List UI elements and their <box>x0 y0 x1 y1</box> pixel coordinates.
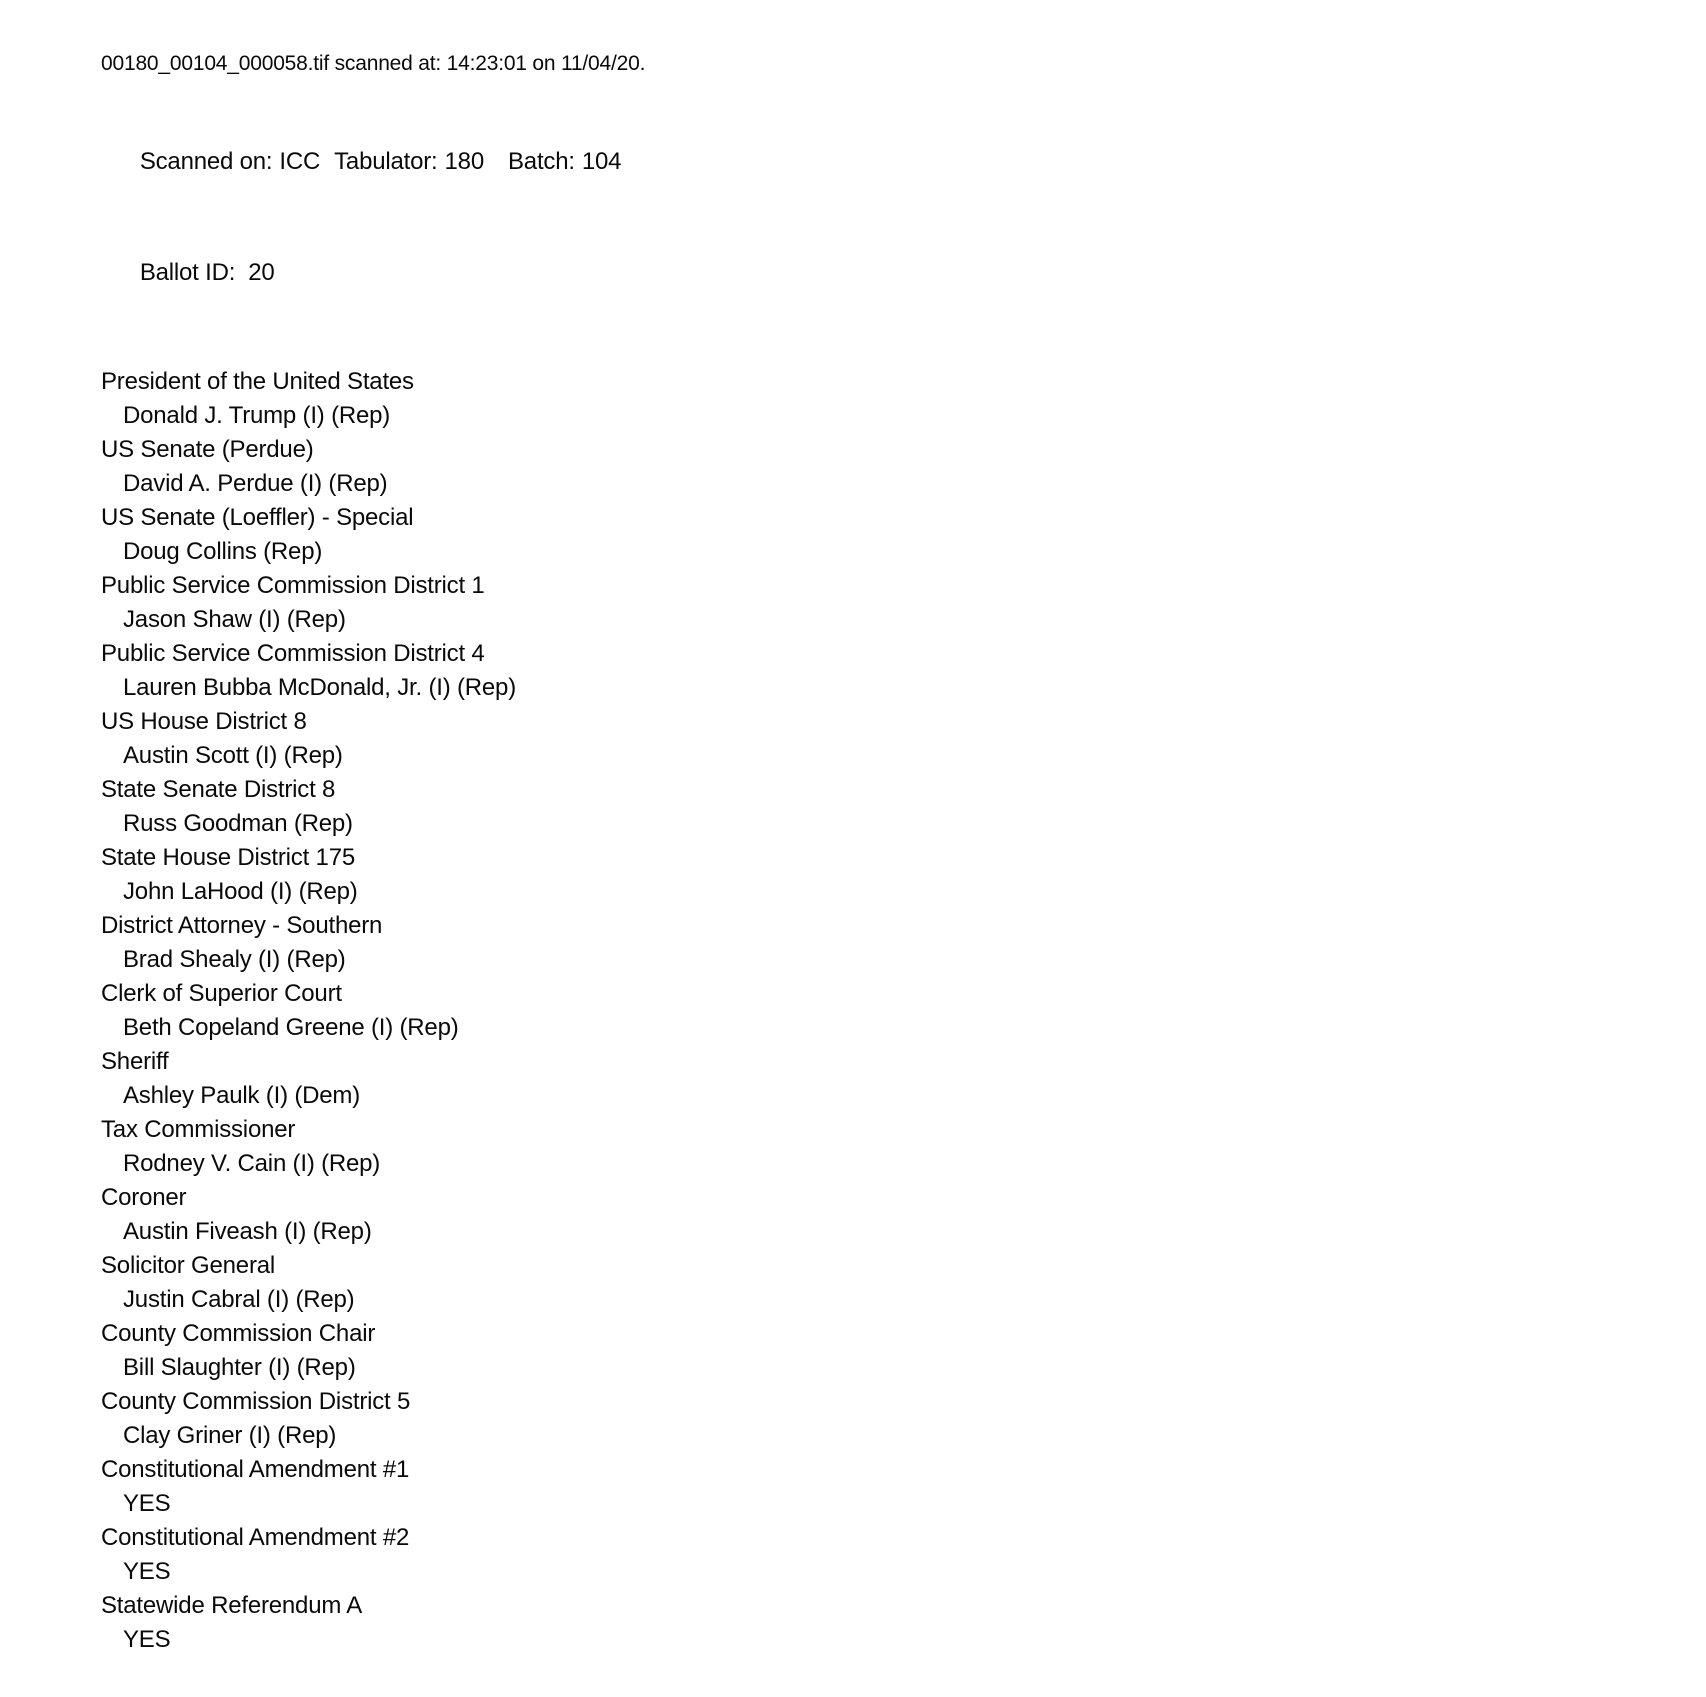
scan-filename-line: 00180_00104_000058.tif scanned at: 14:23:01 on 11/04/20. <box>101 52 646 75</box>
contest-vote: Doug Collins (Rep) <box>123 538 323 565</box>
contest-vote: Austin Scott (I) (Rep) <box>123 742 343 769</box>
contest-vote: Clay Griner (I) (Rep) <box>123 1422 337 1449</box>
contest-vote: YES <box>123 1490 171 1517</box>
contest-office: Tax Commissioner <box>101 1116 296 1143</box>
contest-vote: Bill Slaughter (I) (Rep) <box>123 1354 356 1381</box>
contest-list <box>101 365 1666 1657</box>
contest-vote: Donald J. Trump (I) (Rep) <box>123 402 391 429</box>
contest-office: Public Service Commission District 1 <box>101 572 485 599</box>
scanner-info-line <box>101 106 1666 217</box>
contest-office: Clerk of Superior Court <box>101 980 342 1007</box>
contest-office: County Commission Chair <box>101 1320 376 1347</box>
contest-vote: Austin Fiveash (I) (Rep) <box>123 1218 372 1245</box>
ballot-id-line <box>101 217 1666 328</box>
contest-vote: Ashley Paulk (I) (Dem) <box>123 1082 360 1109</box>
contest-office: Constitutional Amendment #1 <box>101 1456 410 1483</box>
contest-office: US Senate (Perdue) <box>101 436 314 463</box>
contest-office: US House District 8 <box>101 708 307 735</box>
contest-office: State House District 175 <box>101 844 355 871</box>
contest-office: District Attorney - Southern <box>101 912 383 939</box>
tabulator-value: 180 <box>444 148 484 175</box>
contest-office: State Senate District 8 <box>101 776 336 803</box>
contest-vote: YES <box>123 1558 171 1585</box>
contest-vote: YES <box>123 1626 171 1653</box>
contest-vote: David A. Perdue (I) (Rep) <box>123 470 388 497</box>
contest-office: Sheriff <box>101 1048 169 1075</box>
contest-vote: Jason Shaw (I) (Rep) <box>123 606 346 633</box>
batch-value: 104 <box>581 148 622 175</box>
ballot-id-value: 20 <box>248 259 275 286</box>
ballot-id-label: Ballot ID: <box>139 259 236 286</box>
contest-vote: John LaHood (I) (Rep) <box>123 878 358 905</box>
contest-office: US Senate (Loeffler) - Special <box>101 504 414 531</box>
contest-office: President of the United States <box>101 368 414 395</box>
contest-vote: Justin Cabral (I) (Rep) <box>123 1286 355 1313</box>
contest-office: Statewide Referendum A <box>101 1592 363 1619</box>
contest-vote: Lauren Bubba McDonald, Jr. (I) (Rep) <box>123 674 516 701</box>
scan-meta-block <box>101 106 1666 328</box>
contest-vote: Russ Goodman (Rep) <box>123 810 353 837</box>
contest-office: Solicitor General <box>101 1252 276 1279</box>
contest-vote: Beth Copeland Greene (I) (Rep) <box>123 1014 459 1041</box>
contest-office: Constitutional Amendment #2 <box>101 1524 410 1551</box>
scanned-on-label: Scanned on: <box>139 148 273 175</box>
batch-label: Batch: <box>507 148 575 175</box>
contest-office: County Commission District 5 <box>101 1388 411 1415</box>
contest-office: Public Service Commission District 4 <box>101 640 485 667</box>
tabulator-label: Tabulator: <box>334 148 438 175</box>
contest-vote: Rodney V. Cain (I) (Rep) <box>123 1150 381 1177</box>
contest-office: Coroner <box>101 1184 187 1211</box>
contest-vote: Brad Shealy (I) (Rep) <box>123 946 346 973</box>
scanned-on-value: ICC <box>279 148 321 175</box>
